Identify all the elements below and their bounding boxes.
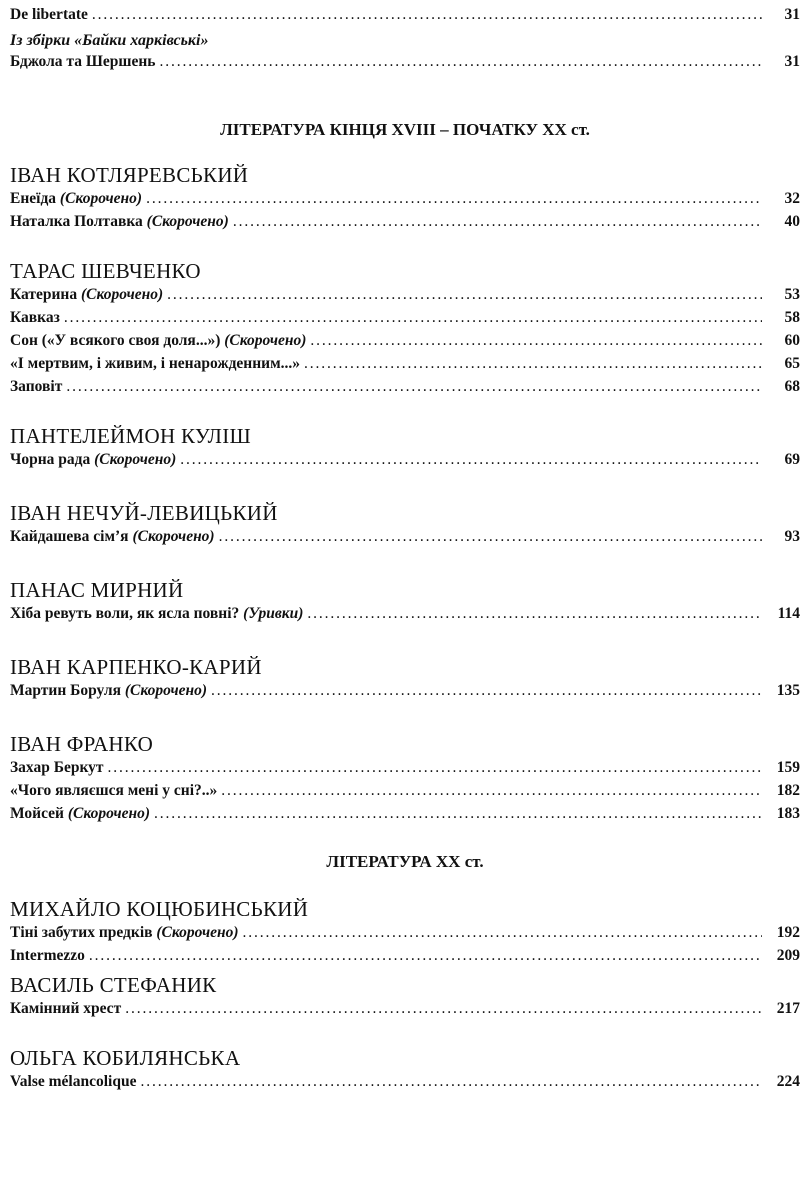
entry-note: (Скорочено) [146,213,229,230]
author-heading: ВАСИЛЬ СТЕФАНИК [10,973,217,997]
dot-leader [219,528,762,546]
entry-note: (Скорочено) [80,286,164,303]
entry-note: (Скорочено) [224,332,307,349]
toc-entry[interactable] [10,451,800,474]
page-number: 53 [784,286,800,303]
dot-leader [159,53,762,71]
dot-leader [154,805,762,823]
page-number: 217 [776,1000,800,1017]
entry-title [10,682,207,700]
entry-title-text: «Чого являєшся мені у сні?..» [10,782,218,799]
toc-entry[interactable] [10,924,800,947]
spacer [10,828,800,846]
spacer [10,76,800,114]
entry-title-text: Кайдашева сім’я [10,528,133,545]
entry-note: (Скорочено) [156,924,239,941]
page-number: 40 [784,213,800,230]
page-number: 93 [784,528,800,545]
dot-leader [66,378,762,396]
section-heading: ЛІТЕРАТУРА КІНЦЯ XVIII – ПОЧАТКУ XX ст. [220,120,590,139]
entry-title [10,759,104,777]
toc-entry[interactable] [10,53,800,76]
collection-subheading: Із збірки «Байки харківські» [10,32,209,49]
spacer [10,1023,800,1043]
author-heading: ПАНТЕЛЕЙМОН КУЛІШ [10,424,251,448]
page-number: 32 [784,190,800,207]
entry-title [10,332,306,350]
toc-entry[interactable] [10,1000,800,1023]
page-number: 135 [776,682,800,699]
entry-title [10,355,300,373]
entry-title-text: «І мертвим, і живим, і ненарожденним...» [10,355,301,372]
entry-title [10,528,215,546]
spacer [10,628,800,652]
dot-leader [125,1000,762,1018]
page-number: 31 [784,6,800,23]
entry-title [10,53,155,71]
page-number: 68 [784,378,800,395]
author-heading: МИХАЙЛО КОЦЮБИНСЬКИЙ [10,897,309,921]
page-number: 224 [776,1073,800,1090]
toc-entry[interactable] [10,605,800,628]
entry-title-text: Сон («У всякого своя доля...») [10,332,225,349]
entry-title [10,213,229,231]
entry-title-text: Камінний хрест [10,1000,122,1017]
entry-note: (Уривки) [243,605,304,622]
entry-title [10,286,163,304]
dot-leader [211,682,762,700]
author-heading: ІВАН КАРПЕНКО-КАРИЙ [10,655,262,679]
spacer [10,705,800,729]
toc-entry[interactable] [10,759,800,782]
toc-entry[interactable] [10,528,800,551]
author-heading: ІВАН КОТЛЯРЕВСЬКИЙ [10,163,249,187]
entry-title [10,451,176,469]
author-heading: ІВАН ФРАНКО [10,732,154,756]
author-heading: ТАРАС ШЕВЧЕНКО [10,259,201,283]
toc-entry[interactable] [10,355,800,378]
toc-entry[interactable] [10,6,800,29]
dot-leader [108,759,762,777]
toc-entry[interactable] [10,805,800,828]
toc-entry[interactable] [10,286,800,309]
dot-leader [307,605,762,623]
entry-title [10,805,150,823]
dot-leader [221,782,762,800]
dot-leader [64,309,762,327]
entry-title [10,1000,121,1018]
toc-entry[interactable] [10,682,800,705]
entry-title-text: Хіба ревуть воли, як ясла повні? [10,605,244,622]
page-number: 209 [776,947,800,964]
page-number: 114 [777,605,800,622]
toc-entry[interactable] [10,213,800,236]
page-number: 192 [776,924,800,941]
toc-entry[interactable] [10,309,800,332]
author-heading: ОЛЬГА КОБИЛЯНСЬКА [10,1046,241,1070]
entry-title-text: Наталка Полтавка [10,213,147,230]
page-number: 65 [784,355,800,372]
spacer [10,401,800,421]
page-number: 159 [776,759,800,776]
author-heading: ІВАН НЕЧУЙ-ЛЕВИЦЬКИЙ [10,501,278,525]
toc-entry[interactable] [10,190,800,213]
entry-title [10,782,217,800]
entry-title-text: Мойсей [10,805,68,822]
entry-title [10,1073,136,1091]
entry-title [10,309,60,327]
dot-leader [304,355,762,373]
entry-title-text: Мартин Боруля [10,682,125,699]
entry-title-text: De libertate [10,6,88,23]
spacer [10,551,800,575]
entry-title [10,924,239,942]
page-number: 69 [784,451,800,468]
spacer [10,878,800,894]
dot-leader [140,1073,762,1091]
dot-leader [243,924,762,942]
table-of-contents [10,6,800,1096]
entry-title-text: Intermezzo [10,947,85,964]
toc-entry[interactable] [10,782,800,805]
dot-leader [233,213,762,231]
entry-title-text: Valse mélancolique [10,1073,137,1090]
spacer [10,236,800,256]
toc-entry[interactable] [10,332,800,355]
spacer [10,474,800,498]
entry-title [10,190,142,208]
page-number: 60 [784,332,800,349]
entry-title-text: Тіні забутих предків [10,924,157,941]
toc-entry[interactable] [10,947,800,970]
entry-note: (Скорочено) [59,190,143,207]
toc-entry[interactable] [10,1073,800,1096]
entry-title-text: Енеїда [10,190,60,207]
author-heading: ПАНАС МИРНИЙ [10,578,184,602]
entry-title [10,605,303,623]
dot-leader [310,332,762,350]
entry-title-text: Захар Беркут [10,759,104,776]
entry-title [10,947,85,965]
page-number: 182 [776,782,800,799]
entry-note: (Скорочено) [124,682,208,699]
spacer [10,146,800,160]
entry-title-text: Заповіт [10,378,63,395]
entry-title [10,378,62,396]
entry-note: (Скорочено) [132,528,215,545]
page-number: 31 [784,53,800,70]
dot-leader [180,451,762,469]
dot-leader [146,190,762,208]
section-heading: ЛІТЕРАТУРА XX ст. [326,852,484,871]
toc-entry[interactable] [10,378,800,401]
page-number: 183 [776,805,800,822]
entry-title-text: Катерина [10,286,81,303]
dot-leader [167,286,762,304]
entry-note: (Скорочено) [67,805,151,822]
page-number: 58 [784,309,800,326]
entry-title-text: Чорна рада [10,451,95,468]
entry-note: (Скорочено) [94,451,177,468]
entry-title [10,6,88,24]
entry-title-text: Кавказ [10,309,60,326]
entry-title-text: Бджола та Шершень [10,53,156,70]
dot-leader [92,6,762,24]
dot-leader [89,947,762,965]
